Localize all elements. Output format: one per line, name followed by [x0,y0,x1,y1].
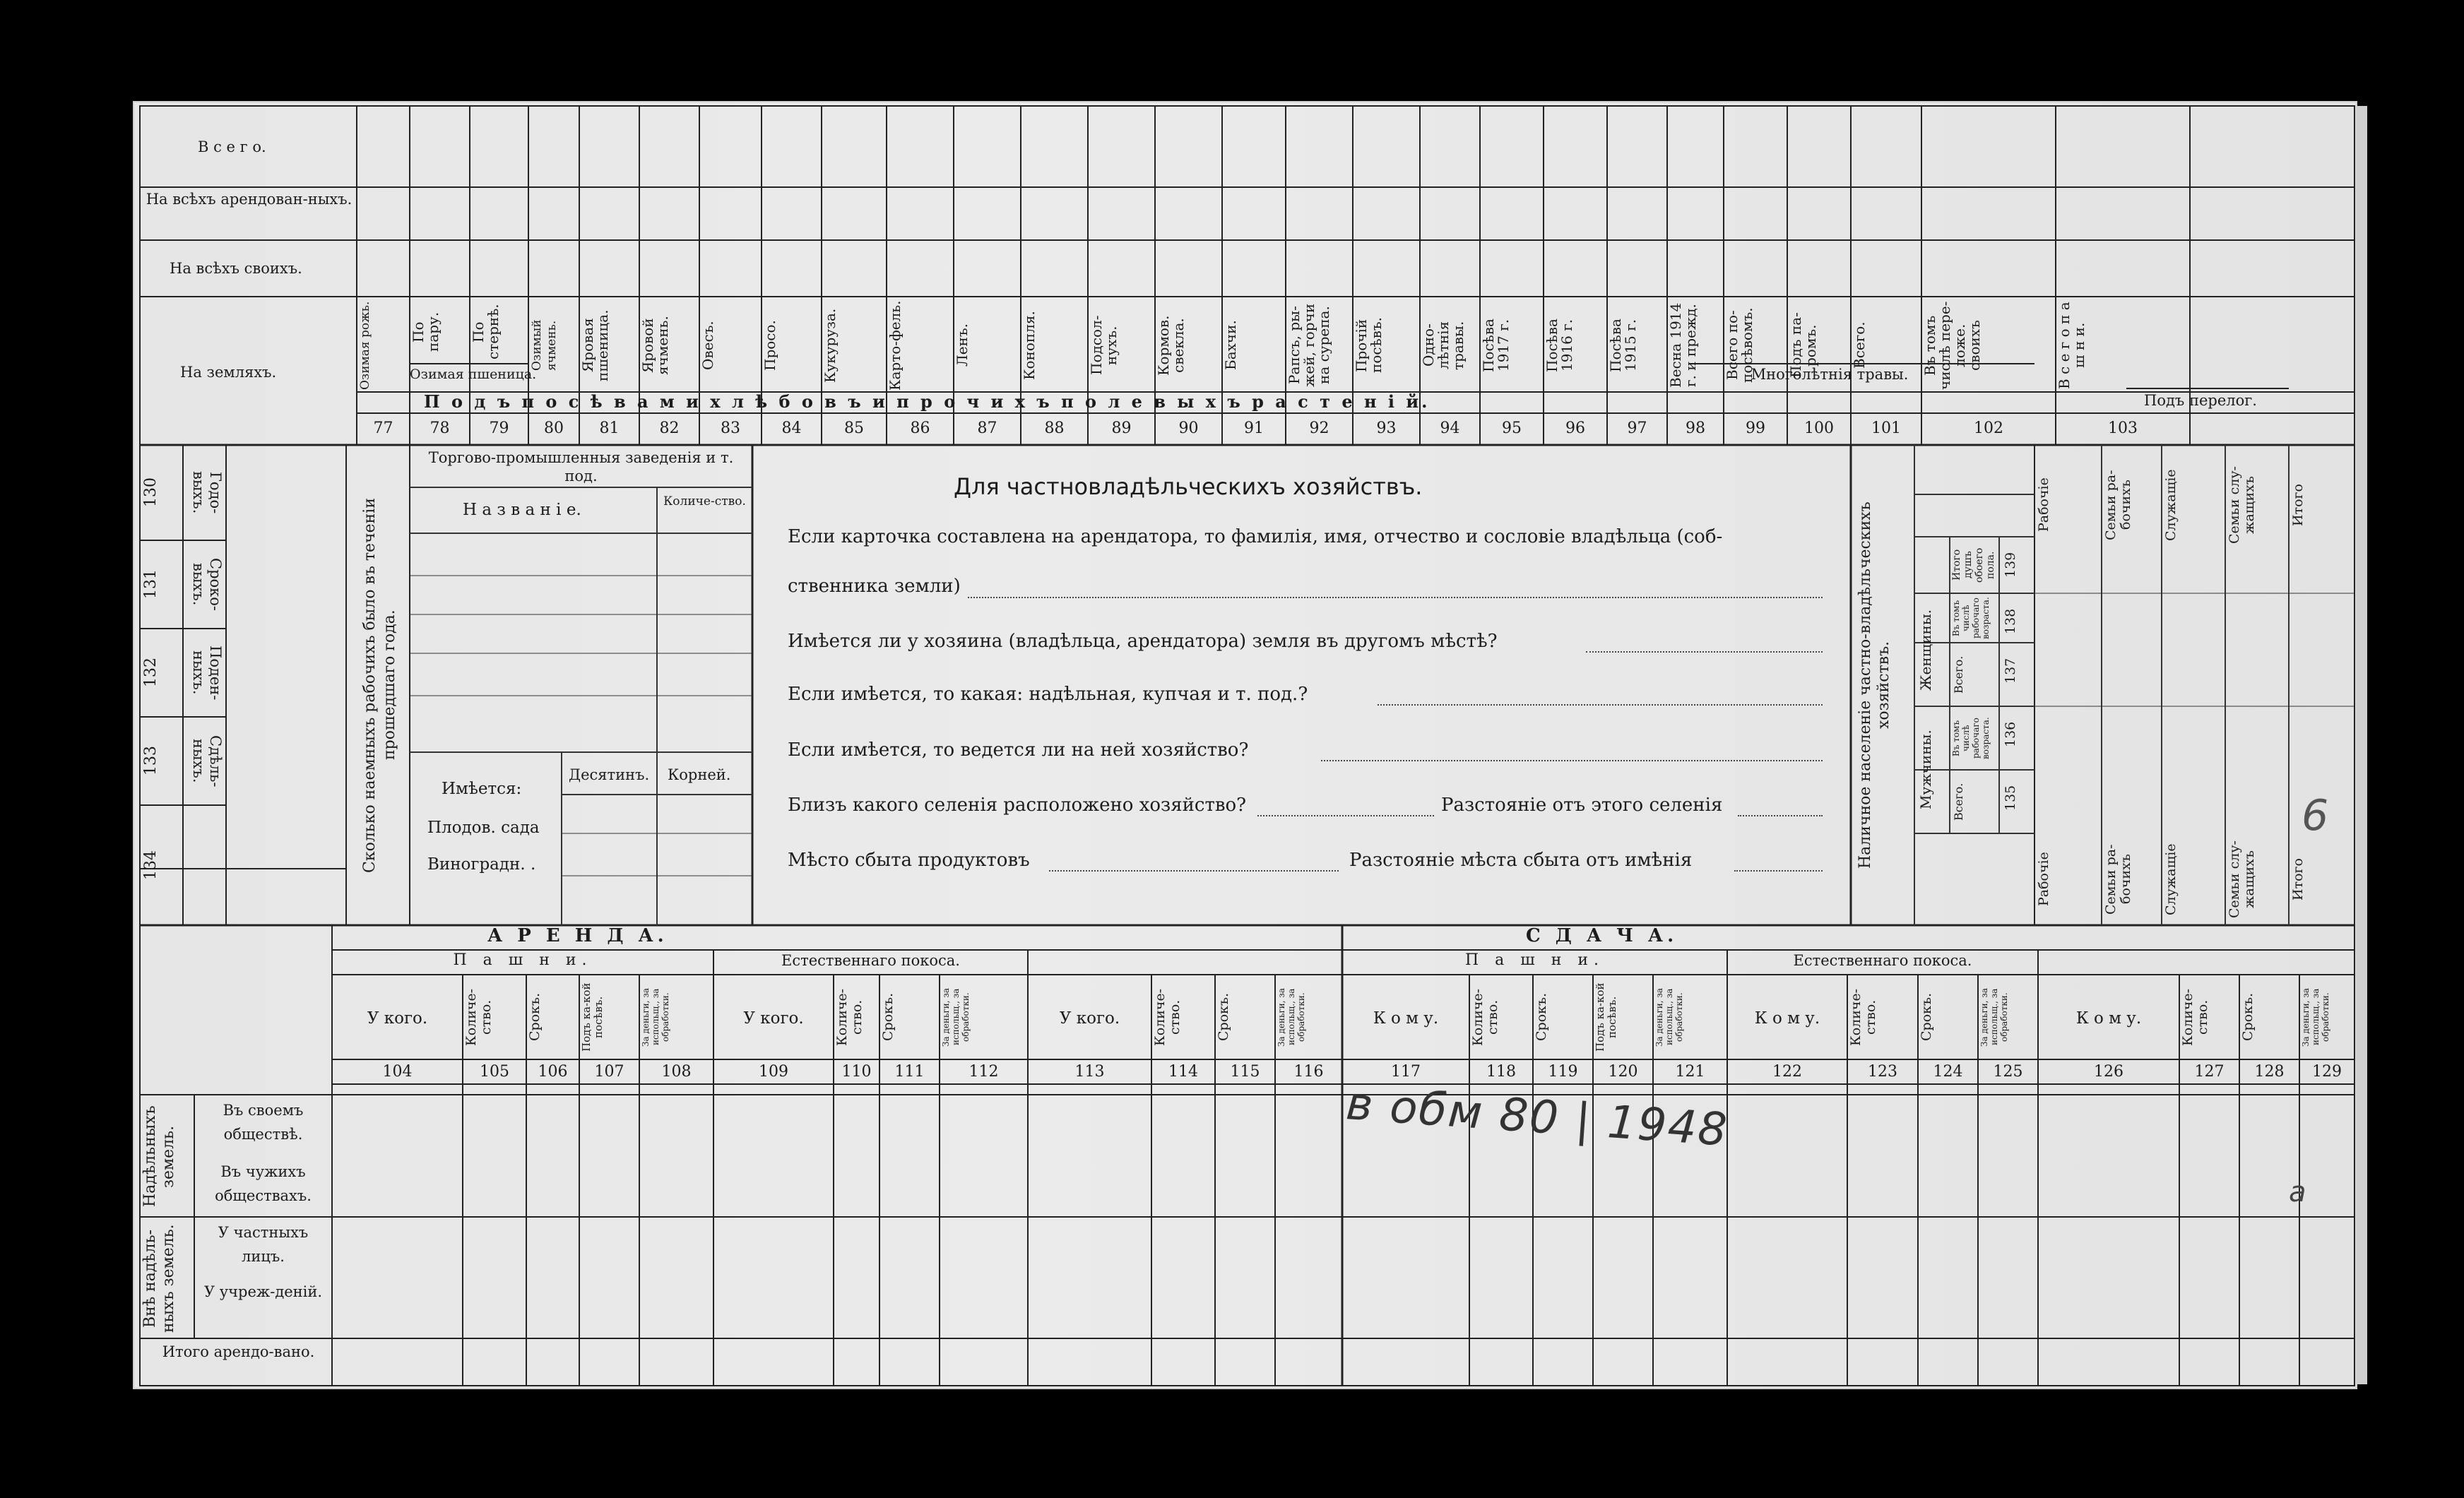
hired-col-label-0: Годо-выхъ. [190,471,224,514]
mnogoletnie-label: Многолѣтнiя травы. [1751,366,1909,383]
hired-col-label-2: Поден-ныхъ. [190,645,224,701]
crop-col-number-96: 96 [1565,420,1585,437]
crop-col-number-92: 92 [1309,420,1329,437]
private-q2: Имѣется ли у хозяина (владѣльца, арендатора) земля въ другомъ мѣстѣ? [788,631,1498,652]
arenda-col-113-header: У кого. [1059,1009,1120,1028]
private-q4: Если имѣется, то ведется ли на ней хозяйство? [788,739,1249,761]
arenda-col-124-header: Срокъ. [1919,992,1934,1042]
arenda-col-number-122: 122 [1772,1063,1802,1081]
arenda-col-number-104: 104 [382,1063,413,1081]
crop-header-97: Посѣва 1915 г. [1607,319,1639,372]
row-institutions: У учреж-денiй. [203,1283,323,1300]
trade-has: Имѣется: [442,780,522,798]
hired-workers-title: Сколько наемныхъ рабочихъ было въ теченiи прошедшаго года. [361,497,398,873]
arenda-col-129-header: За деньги, за испольщ., за обработки. [2301,987,2330,1047]
crop-header-99: Всего по-посѣвомъ. [1724,307,1755,384]
crop-col-number-77: 77 [373,420,393,437]
arenda-col-number-119: 119 [1548,1063,1578,1081]
arenda-col-118-header: Количе-ство. [1470,988,1500,1046]
pop-right-bottom-3: Семьи слу-жащихъ [2227,840,2257,918]
crop-col-number-101: 101 [1871,420,1901,437]
private-q3: Если имѣется, то какая: надѣльная, купчая и т. под.? [788,684,1308,705]
trade-name-col: Н а з в а н i е. [463,501,581,519]
arenda-col-110-header: Количе-ство. [834,988,865,1046]
ozimaya-pshenitsa-label: Озимая пшеница. [410,367,537,382]
arenda-col-105-header: Количе-ство. [463,988,494,1046]
private-q5: Близъ какого селенiя расположено хозяйство? [788,795,1247,816]
arenda-col-number-126: 126 [2094,1063,2124,1081]
trade-title: Торгово-промышленныя заведенiя и т. под. [428,449,734,485]
pod-perelog-label: Подъ перелог. [2144,392,2257,409]
arenda-col-number-109: 109 [759,1063,788,1081]
row-private-persons: У частныхъ лицъ. [218,1224,309,1265]
arenda-col-115-header: Срокъ. [1216,992,1231,1042]
private-q1: Если карточка составлена на арендатора, то фамилiя, имя, отчество и сословiе владѣльца (соб- [788,526,1723,547]
arenda-col-104-header: У кого. [367,1009,428,1028]
arenda-col-number-127: 127 [2194,1063,2225,1081]
crop-header-77: Озимая рожь. [358,301,372,390]
private-q1b: ственника земли) [788,576,961,597]
crop-col-number-91: 91 [1244,420,1264,437]
arenda-col-106-header: Срокъ. [527,992,543,1042]
crop-header-93: Прочiй посѣвъ. [1353,317,1385,374]
crop-col-number-85: 85 [844,420,864,437]
hired-col-number-130: 130 [142,477,160,508]
crop-col-number-90: 90 [1178,420,1199,437]
crop-col-number-88: 88 [1044,420,1065,437]
sdacha-pokos-label: Естественнаго покоса. [1793,952,1972,969]
crop-header-100: Подъ па-ромъ. [1787,312,1819,379]
arenda-col-128-header: Срокъ. [2240,992,2256,1042]
crop-header-85: Кукуруза. [822,308,839,383]
crop-header-103: В с е г о п а ш н и. [2056,302,2087,389]
crop-header-101: Всего. [1851,321,1868,369]
crop-header-92: Рапсъ, ры-жей, горчи на сурепа. [1286,303,1332,388]
arenda-pashni-label: П а ш н и. [453,951,593,969]
trade-korney: Корней. [668,766,731,783]
row-label-own: На всѣхъ своихъ. [170,260,302,277]
arenda-col-number-116: 116 [1293,1063,1324,1081]
handwritten-note: в обм 80 | 1948 [1344,1078,1730,1157]
crop-col-number-84: 84 [781,420,802,437]
arenda-col-number-106: 106 [538,1063,568,1081]
sdacha-pashni-label: П а ш н и. [1464,951,1605,969]
pop-total-souls: Итого душъ обоего пола. [1951,547,1996,583]
pop-right-bottom-4: Итого [2290,858,2306,900]
crop-header-102: Въ томъ числѣ пере-ложе. своихъ [1921,301,1983,390]
crop-col-number-99: 99 [1746,420,1765,437]
crop-header-89: Подсол-нухъ. [1088,315,1120,376]
crop-col-number-102: 102 [1974,420,2003,437]
hired-col-number-131: 131 [142,569,160,600]
pop-men-label: Мужчины. [1917,730,1934,810]
nadel-label: Надѣльныхъ земель. [141,1105,177,1208]
pop-women-total: Всего. [1952,655,1965,694]
trade-fruit: Плодов. сада [427,819,540,837]
crop-header-90: Кормов. свекла. [1155,315,1187,376]
pop-right-top-3: Семьи слу-жащихъ [2227,466,2257,544]
pop-women-label: Женщины. [1917,609,1934,691]
pop-right-top-0: Рабочiе [2036,477,2051,533]
pop-right-top-4: Итого [2290,484,2306,526]
arenda-col-number-129: 129 [2312,1063,2342,1081]
arenda-col-126-header: К о м у. [2075,1009,2142,1028]
arenda-col-number-121: 121 [1675,1063,1705,1081]
arenda-col-112-header: За деньги, за испольщ., за обработки. [941,987,971,1047]
crop-col-number-80: 80 [544,420,564,437]
arenda-col-number-111: 111 [894,1063,925,1081]
hired-col-label-1: Сроко-выхъ. [190,557,224,612]
crop-header-96: Посѣва 1916 г. [1544,319,1575,372]
row-label-lands: На земляхъ. [180,364,277,381]
arenda-col-116-header: За деньги, за испольщ., за обработки. [1277,987,1306,1047]
arenda-col-number-115: 115 [1230,1063,1260,1081]
private-q6: Мѣсто сбыта продуктовъ [788,850,1030,871]
crop-header-84: Просо. [762,320,778,371]
crop-header-80: Озимый ячмень. [530,319,559,371]
crop-header-78: По пару. [410,311,442,352]
sdacha-title: С Д А Ч А. [1526,925,1678,946]
arenda-col-127-header: Количе-ство. [2180,988,2210,1046]
pop-right-top-2: Служащiе [2163,469,2179,541]
arenda-col-number-112: 112 [969,1063,999,1081]
crop-header-94: Одно-лѣтнiя травы. [1420,321,1467,370]
hired-col-number-134: 134 [142,850,160,880]
arenda-col-120-header: Подъ ка-кой посѣвъ. [1594,982,1618,1052]
arenda-col-117-header: К о м у. [1373,1009,1439,1028]
pop-men-total: Всего. [1952,783,1965,821]
hired-col-label-3: Сдѣль-ныхъ. [190,735,224,787]
crop-col-number-93: 93 [1376,420,1397,437]
arenda-col-number-117: 117 [1391,1063,1421,1081]
arenda-col-119-header: Срокъ. [1534,992,1549,1042]
pop-right-bottom-2: Служащiе [2163,843,2179,915]
private-title: Для частновладѣльческихъ хозяйствъ. [954,473,1423,500]
arenda-pokos-label: Естественнаго покоса. [781,952,960,969]
private-q5b: Разстоянiе отъ этого селенiя [1441,795,1723,816]
arenda-col-number-105: 105 [480,1063,509,1081]
population-title: Наличное населенiе частно-владѣльческихъ хозяйствъ. [1856,501,1893,869]
crop-col-number-98: 98 [1686,420,1705,437]
crop-header-86: Карто-фель. [887,300,904,391]
trade-desyatin: Десятинъ. [569,766,650,783]
crop-col-number-81: 81 [599,420,620,437]
crop-col-number-94: 94 [1440,420,1460,437]
arenda-col-111-header: Срокъ. [880,992,896,1042]
crop-col-number-82: 82 [659,420,680,437]
crop-col-number-97: 97 [1627,420,1647,437]
pop-right-top-1: Семьи ра-бочихъ [2103,470,2133,540]
crop-header-88: Конопля. [1021,311,1038,380]
margin-mark: 6 [2302,791,2329,840]
arenda-col-number-113: 113 [1074,1063,1105,1081]
pop-col-number-135: 135 [2003,785,2018,812]
crop-col-number-87: 87 [977,420,997,437]
arenda-col-number-128: 128 [2254,1063,2285,1081]
crop-header-91: Бахчи. [1222,320,1239,371]
arenda-col-125-header: За деньги, за испольщ., за обработки. [1979,987,2009,1047]
crop-col-number-86: 86 [910,420,930,437]
row-label-rented: На всѣхъ арендован-ныхъ. [146,191,353,208]
crop-header-98: Весна 1914 г. и прежд. [1667,302,1699,388]
crop-header-83: Овесъ. [699,321,716,370]
crop-header-87: Ленъ. [954,323,971,367]
vne-nadel-label: Внѣ надѣль-ныхъ земель. [141,1224,177,1333]
pop-col-number-139: 139 [2003,552,2018,578]
arenda-col-number-120: 120 [1608,1063,1638,1081]
row-total-rented: Итого арендо-вано. [162,1343,315,1360]
crop-col-number-79: 79 [489,420,509,437]
arenda-col-114-header: Количе-ство. [1152,988,1183,1046]
arenda-col-107-header: Подъ ка-кой посѣвъ. [580,982,605,1052]
pop-col-number-136: 136 [2003,721,2018,748]
arenda-col-number-110: 110 [841,1063,872,1081]
row-label-total: В с е г о. [198,138,266,155]
crop-header-95: Посѣва 1917 г. [1480,319,1512,372]
row-other-society: Въ чужихъ обществахъ. [215,1163,312,1204]
crop-header-82: Яровой ячмень. [639,316,671,375]
pop-col-number-137: 137 [2003,658,2018,684]
arenda-col-108-header: За деньги, за испольщ., за обработки. [641,987,670,1047]
crop-col-number-83: 83 [721,420,740,437]
pop-right-bottom-1: Семьи ра-бочихъ [2103,844,2133,915]
arenda-col-number-107: 107 [594,1063,624,1081]
row-own-society: Въ своемъ обществѣ. [223,1102,304,1143]
arenda-col-123-header: Количе-ство. [1848,988,1878,1046]
hired-col-number-132: 132 [142,658,160,688]
arenda-col-number-108: 108 [661,1063,692,1081]
pop-women-working: Въ томъ числѣ рабочаго возраста. [1951,597,1991,639]
crop-col-number-89: 89 [1111,420,1132,437]
trade-qty-col: Количе-ство. [663,494,746,509]
crop-header-79: По стернѣ. [470,304,502,360]
trade-vine: Виноградн. . [427,855,536,874]
crop-header-81: Яровая пшеница. [579,309,611,381]
arenda-col-number-125: 125 [1993,1063,2023,1081]
arenda-col-number-118: 118 [1486,1063,1516,1081]
arenda-col-number-114: 114 [1168,1063,1198,1081]
pop-right-bottom-0: Рабочiе [2036,852,2051,907]
arenda-title: А Р Е Н Д А. [487,925,668,946]
arenda-col-121-header: За деньги, за испольщ., за обработки. [1654,987,1684,1047]
arenda-col-109-header: У кого. [743,1009,804,1028]
posev-banner: П о д ъ п о с ѣ в а м и х л ѣ б о в ъ и п р о ч и х ъ п о л е в ы х ъ р а с т е н i й. [424,391,1431,412]
margin-mark-2: а [2289,1176,2306,1208]
arenda-col-number-124: 124 [1933,1063,1963,1081]
private-q6b: Разстоянiе мѣста сбыта отъ имѣнiя [1349,850,1693,871]
crop-col-number-78: 78 [430,420,450,437]
arenda-col-122-header: К о м у. [1754,1009,1820,1028]
pop-col-number-138: 138 [2003,608,2018,635]
crop-col-number-103: 103 [2108,420,2138,437]
crop-col-number-95: 95 [1502,420,1522,437]
crop-col-number-100: 100 [1804,420,1834,437]
pop-men-working: Въ томъ числѣ рабочаго возраста. [1951,717,1991,759]
arenda-col-number-123: 123 [1868,1063,1897,1081]
hired-col-number-133: 133 [142,746,160,776]
